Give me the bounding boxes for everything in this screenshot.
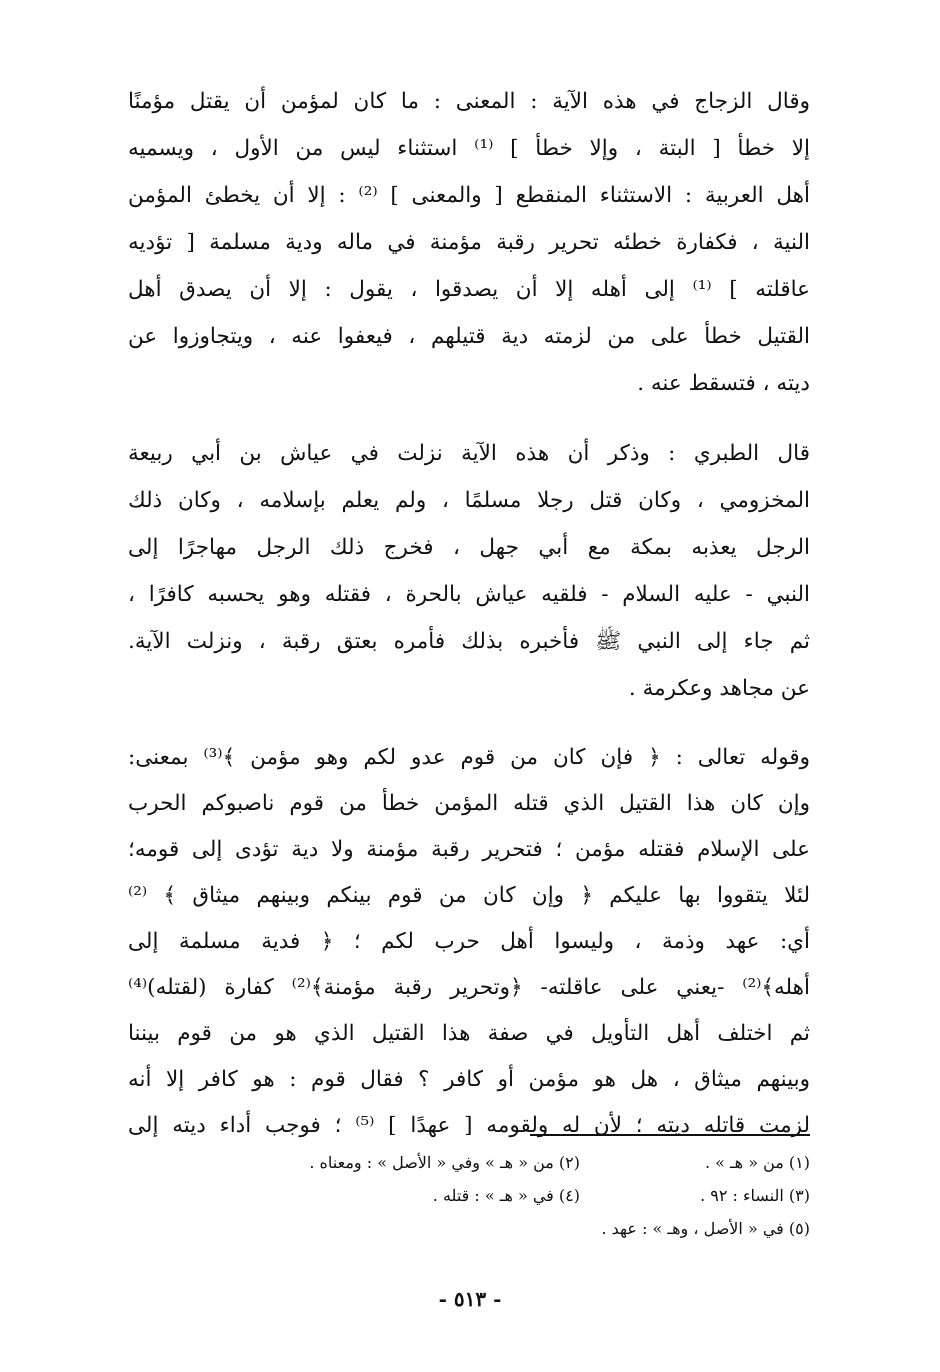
text-line: أهل العربية : الاستثناء المنقطع [ والمعنى ] ⁽²⁾ : إلا أن يخطئ المؤمن (128, 183, 810, 208)
text-line: عاقلته ] ⁽¹⁾ إلى أهله إلا أن يصدقوا ، يقول : إلا أن يصدق أهل (128, 277, 810, 302)
text-line: ثم اختلف أهل التأويل في صفة هذا القتيل الذي هو من قوم بيننا (128, 1021, 810, 1046)
text-line: على الإسلام فقتله مؤمن ؛ فتحرير رقبة مؤمنة ولا دية تؤدى إلى قومه؛ (128, 837, 810, 862)
footnote-divider (530, 1134, 810, 1136)
text-line: أي: عهد وذمة ، وليسوا أهل حرب لكم ؛ ﴿ فدية مسلمة إلى (128, 929, 810, 954)
footnote-row (128, 1179, 810, 1212)
text-line: إلا خطأ [ البتة ، وإلا خطأ ] ⁽¹⁾ استثناء ليس من الأول ، ويسميه (128, 136, 810, 161)
text-line: لزمت قاتله ديته ؛ لأن له ولقومه [ عهدًا ] ⁽⁵⁾ ؛ فوجب أداء ديته إلى (128, 1113, 810, 1138)
footnotes (128, 1146, 810, 1245)
footnote: (٥) في « الأصل ، وهـ » : عهد . (601, 1219, 810, 1238)
footnote: (٣) النساء : ٩٢ . (700, 1186, 810, 1205)
text-line: قال الطبري : وذكر أن هذه الآية نزلت في عياش بن أبي ربيعة (128, 441, 810, 466)
text-line: لئلا يتقووا بها عليكم ﴿ وإن كان من قوم بينكم وبينهم ميثاق ﴾ ⁽²⁾ (128, 883, 810, 908)
paragraph (128, 735, 810, 1149)
text-line: ديته ، فتسقط عنه . (637, 371, 810, 396)
paragraph (128, 430, 810, 712)
text-line: النية ، فكفارة خطئه تحرير رقبة مؤمنة في ماله ودية مسلمة [ تؤديه (128, 230, 810, 255)
main-text (128, 78, 810, 1149)
text-line: النبي - عليه السلام - فلقيه عياش بالحرة ، فقتله وهو يحسبه كافرًا ، (128, 582, 810, 607)
footnote: (٤) في « هـ » : قتله . (432, 1186, 580, 1205)
page-number: - ٥١٣ - (438, 1287, 502, 1311)
text-line: القتيل خطأ على من لزمته دية قتيلهم ، فيعفوا عنه ، ويتجاوزوا عن (128, 324, 810, 349)
text-line: الرجل يعذبه بمكة مع أبي جهل ، فخرج ذلك الرجل مهاجرًا إلى (128, 535, 810, 560)
text-line: وإن كان هذا القتيل الذي قتله المؤمن خطأ من قوم ناصبوكم الحرب (128, 791, 810, 816)
footnote: (١) من « هـ » . (704, 1153, 810, 1172)
text-line: ثم جاء إلى النبي ﷺ فأخبره بذلك فأمره بعتق رقبة ، ونزلت الآية. (128, 629, 810, 654)
paragraph (128, 78, 810, 407)
text-line: عن مجاهد وعكرمة . (628, 676, 810, 701)
footnote (140, 1212, 580, 1245)
text-line: وبينهم ميثاق ، هل هو مؤمن أو كافر ؟ فقال قوم : هو كافر إلا أنه (128, 1067, 810, 1092)
footnote-row (128, 1146, 810, 1179)
text-line: وقوله تعالى : ﴿ فإن كان من قوم عدو لكم وهو مؤمن ﴾⁽³⁾ بمعنى: (128, 745, 810, 770)
text-line: المخزومي ، وكان قتل رجلا مسلمًا ، ولم يعلم بإسلامه ، وكان ذلك (128, 488, 810, 513)
footnote-row (128, 1212, 810, 1245)
text-line: أهله﴾⁽²⁾ -يعني على عاقلته- ﴿وتحرير رقبة مؤمنة﴾⁽²⁾ كفارة (لقتله)⁽⁴⁾ (128, 975, 810, 1000)
footnote: (٢) من « هـ » وفي « الأصل » : ومعناه . (309, 1153, 580, 1172)
text-line: وقال الزجاج في هذه الآية : المعنى : ما كان لمؤمن أن يقتل مؤمنًا (128, 89, 810, 114)
